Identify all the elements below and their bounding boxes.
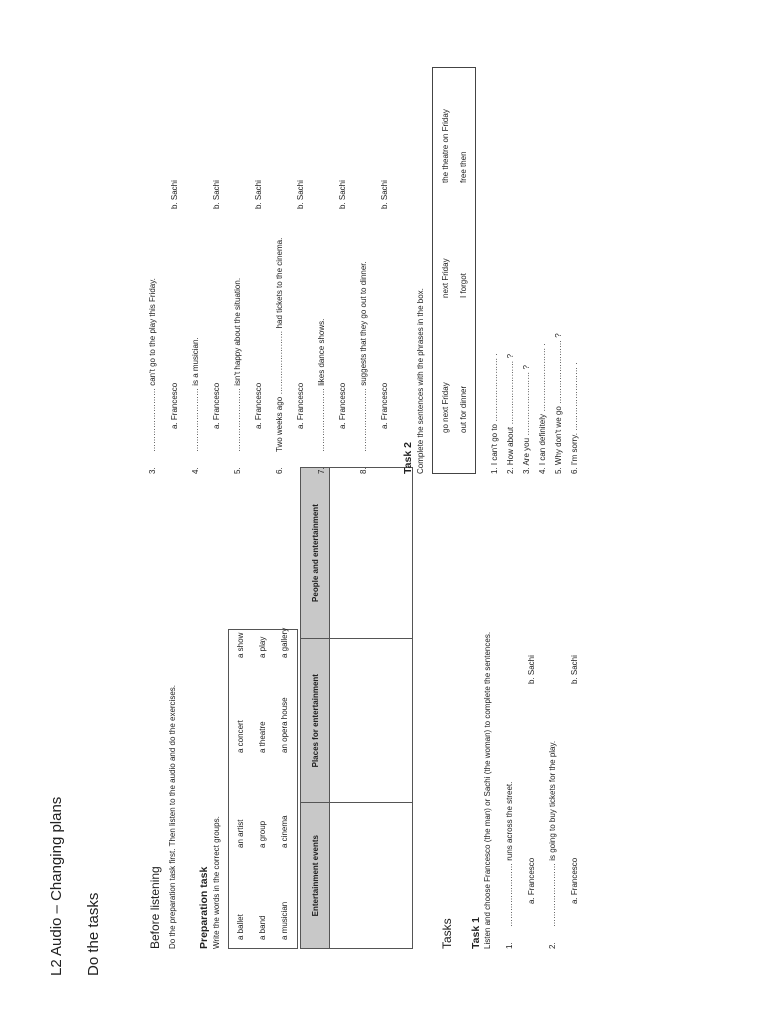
task2-title: Task 2	[402, 442, 414, 474]
task1-title: Task 1	[470, 917, 482, 949]
word-item: a band	[258, 915, 267, 940]
word-item: a musician	[280, 901, 289, 940]
word-item: a group	[258, 820, 267, 848]
task1-instructions: Listen and choose Francesco (the man) or Sachi (the woman) to complete the sentences.	[483, 631, 492, 949]
task1-item-text: …………………… isn't happy about the situation.	[233, 277, 242, 452]
option-a[interactable]: a. Francesco	[254, 382, 263, 429]
word-box	[228, 629, 298, 949]
preparation-task-instructions: Write the words in the correct groups.	[212, 816, 221, 949]
task1-item-text: …………………… likes dance shows.	[317, 318, 326, 452]
task2-item: 1. I can't go to …………………… .	[490, 353, 499, 474]
answer-cell-people[interactable]	[330, 468, 413, 639]
task1-item-number: 7.	[317, 467, 326, 474]
before-listening-intro: Do the preparation task first. Then listen to the audio and do the exercises.	[168, 684, 177, 949]
word-item: a ballet	[236, 914, 245, 940]
option-a[interactable]: a. Francesco	[296, 382, 305, 429]
word-item: a cinema	[280, 815, 289, 848]
tasks-heading: Tasks	[440, 918, 454, 949]
task2-item: 4. I can definitely …………………… .	[538, 343, 547, 474]
option-b[interactable]: b. Sachi	[338, 180, 347, 209]
task1-item-number: 8.	[359, 467, 368, 474]
option-b[interactable]: b. Sachi	[527, 655, 536, 684]
word-item: a gallery	[280, 627, 289, 658]
table-header-entertainment-events: Entertainment events	[301, 803, 330, 949]
option-a[interactable]: a. Francesco	[212, 382, 221, 429]
phrase-item: go next Friday	[441, 382, 450, 433]
task1-item-number: 2.	[548, 942, 557, 949]
task2-item: 5. Why don't we go …………………… ?	[554, 333, 563, 474]
word-item: a show	[236, 632, 245, 658]
task2-item: 6. I'm sorry. …………………… .	[570, 362, 579, 474]
option-a[interactable]: a. Francesco	[170, 382, 179, 429]
option-b[interactable]: b. Sachi	[170, 180, 179, 209]
preparation-task-title: Preparation task	[198, 866, 210, 949]
option-b[interactable]: b. Sachi	[212, 180, 221, 209]
task2-item: 3. Are you …………………… ?	[522, 365, 531, 474]
before-listening-heading: Before listening	[148, 866, 162, 949]
table-header-places: Places for entertainment	[301, 639, 330, 803]
task1-item-number: 3.	[148, 467, 157, 474]
task1-item-text: Two weeks ago …………………… had tickets to the cinema.	[275, 237, 284, 452]
option-a[interactable]: a. Francesco	[338, 382, 347, 429]
phrase-item: free then	[459, 151, 468, 183]
table-header-people: People and entertainment	[301, 468, 330, 639]
task1-item-number: 1.	[505, 942, 514, 949]
option-a[interactable]: a. Francesco	[570, 857, 579, 904]
word-item: a theatre	[258, 721, 267, 753]
phrase-box	[432, 67, 476, 474]
word-item: an artist	[236, 819, 245, 848]
phrase-item: the theatre on Friday	[441, 109, 450, 183]
option-b[interactable]: b. Sachi	[296, 180, 305, 209]
task1-item-text: …………………… is a musician.	[191, 337, 200, 452]
task1-item-number: 6.	[275, 467, 284, 474]
phrase-item: next Friday	[441, 258, 450, 298]
task1-item-text: …………………… runs across the street.	[505, 781, 514, 927]
option-a[interactable]: a. Francesco	[527, 857, 536, 904]
word-item: a concert	[236, 720, 245, 753]
task1-item-number: 5.	[233, 467, 242, 474]
task2-item: 2. How about …………………… ?	[506, 353, 515, 474]
word-item: an opera house	[280, 697, 289, 753]
phrase-item: I forgot	[459, 273, 468, 298]
page-title: L2 Audio – Changing plans	[48, 796, 65, 976]
page-subtitle: Do the tasks	[85, 892, 102, 976]
option-b[interactable]: b. Sachi	[380, 180, 389, 209]
task1-item-text: …………………… is going to buy tickets for the play.	[548, 740, 557, 927]
task2-instructions: Complete the sentences with the phrases in the box.	[416, 288, 425, 474]
task1-item-text: …………………… suggests that they go out to dinner.	[359, 261, 368, 452]
task1-item-number: 4.	[191, 467, 200, 474]
option-b[interactable]: b. Sachi	[570, 655, 579, 684]
option-b[interactable]: b. Sachi	[254, 180, 263, 209]
option-a[interactable]: a. Francesco	[380, 382, 389, 429]
task1-item-text: …………………… can't go to the play this Friday.	[148, 278, 157, 452]
answer-cell-places[interactable]	[330, 639, 413, 803]
word-item: a play	[258, 636, 267, 658]
answer-cell-events[interactable]	[330, 803, 413, 949]
phrase-item: out for dinner	[459, 385, 468, 433]
category-table	[300, 467, 413, 949]
